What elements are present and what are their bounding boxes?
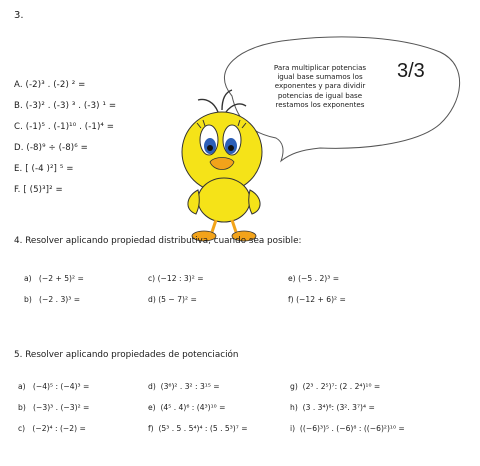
exercise-expr: (5 − 7)² = — [158, 295, 197, 304]
exercise-expr: (−2 + 5)² = — [38, 274, 84, 283]
exercise-label: d) — [148, 295, 156, 304]
section-4-title: 4. Resolver aplicando propiedad distributiva, cuando sea posible: — [14, 236, 302, 246]
bubble-line: Para multiplicar potencias — [273, 63, 367, 72]
exercise-item — [18, 382, 89, 391]
exercise-label: d) — [148, 382, 156, 391]
bubble-line: potencias de igual base — [277, 90, 363, 100]
exercise-expr: (-1)⁵ . (-1)¹⁰ . (-1)⁴ = — [25, 122, 115, 132]
exercise-label: g) — [290, 382, 298, 391]
exercise-expr: ((−6)³)⁵ . (−6)⁸ : ((−6)²)¹⁰ = — [299, 424, 405, 433]
exercise-expr: (−5 . 2)³ = — [298, 274, 340, 283]
exercise-item — [14, 80, 85, 90]
exercise-label: D. — [14, 143, 24, 153]
exercise-label: c) — [18, 424, 26, 433]
exercise-expr: (−2)⁴ : (−2) = — [32, 424, 86, 433]
exercise-label: h) — [290, 403, 298, 412]
exercise-item — [14, 185, 63, 195]
exercise-item — [288, 295, 346, 304]
exercise-item — [14, 122, 114, 132]
exercise-label: a) — [18, 382, 26, 391]
exercise-expr: (−3)³ . (−3)² = — [33, 403, 90, 412]
exercise-item — [14, 101, 116, 111]
exercise-expr: (−2 . 3)³ = — [39, 295, 81, 304]
exercise-item — [290, 382, 380, 391]
exercise-item — [290, 424, 405, 433]
exercise-label: B. — [14, 101, 23, 111]
exercise-label: e) — [148, 403, 156, 412]
exercise-label: F. — [14, 185, 21, 195]
exercise-expr: (-3)² . (-3) ³ . (-3) ¹ = — [25, 101, 117, 111]
exercise-expr: (−12 : 3)² = — [157, 274, 204, 283]
exercise-expr: (3⁶)² . 3² : 3¹⁵ = — [160, 382, 220, 391]
exercise-label: A. — [14, 80, 23, 90]
exercise-label: C. — [14, 122, 23, 132]
exercise-label: a) — [24, 274, 32, 283]
exercise-expr: (3 . 3⁴)⁸: (3². 3⁷)⁴ = — [302, 403, 375, 412]
exercise-expr: (2³ . 2⁵)⁷: (2 . 2⁴)¹⁰ = — [302, 382, 381, 391]
exercise-label: b) — [24, 295, 32, 304]
exercise-item — [148, 382, 220, 391]
exercise-expr: [ (-4 )²] ⁵ = — [25, 164, 74, 174]
exercise-expr: (4⁵ . 4)⁶ : (4³)¹⁰ = — [160, 403, 226, 412]
bubble-text — [264, 63, 376, 109]
exercise-expr: (-2)³ . (-2) ² = — [25, 80, 86, 90]
slide-counter: 3/3 — [397, 60, 425, 82]
exercise-label: i) — [290, 424, 296, 433]
exercise-expr: (-8)⁹ ÷ (-8)⁶ = — [26, 143, 88, 153]
exercise-item — [14, 143, 88, 153]
bubble-line: igual base sumamos los — [277, 72, 363, 82]
exercise-item — [18, 424, 86, 433]
exercise-expr: (−4)⁵ : (−4)³ = — [32, 382, 90, 391]
exercise-item — [24, 295, 80, 304]
page-number: 3. — [14, 10, 24, 21]
exercise-item — [148, 403, 225, 412]
exercise-item — [148, 274, 204, 283]
bubble-line: restamos los exponentes — [275, 99, 365, 109]
exercise-label: f) — [148, 424, 154, 433]
bubble-line: exponentes y para dividir — [274, 81, 366, 91]
exercise-item — [24, 274, 84, 283]
exercise-label: E. — [14, 164, 23, 174]
exercise-expr: (−12 + 6)² = — [296, 295, 346, 304]
exercise-label: e) — [288, 274, 296, 283]
exercise-label: f) — [288, 295, 294, 304]
exercise-expr: [ (5)³]² = — [23, 185, 63, 195]
exercise-expr: (5³ . 5 . 5⁴)⁴ : (5 . 5³)⁷ = — [158, 424, 248, 433]
exercise-item — [18, 403, 89, 412]
exercise-label: b) — [18, 403, 26, 412]
exercise-item — [288, 274, 339, 283]
exercise-item — [148, 295, 197, 304]
exercise-item — [290, 403, 375, 412]
exercise-item — [148, 424, 248, 433]
exercise-label: c) — [148, 274, 156, 283]
exercise-item — [14, 164, 74, 174]
section-5-title: 5. Resolver aplicando propiedades de potenciación — [14, 350, 239, 360]
